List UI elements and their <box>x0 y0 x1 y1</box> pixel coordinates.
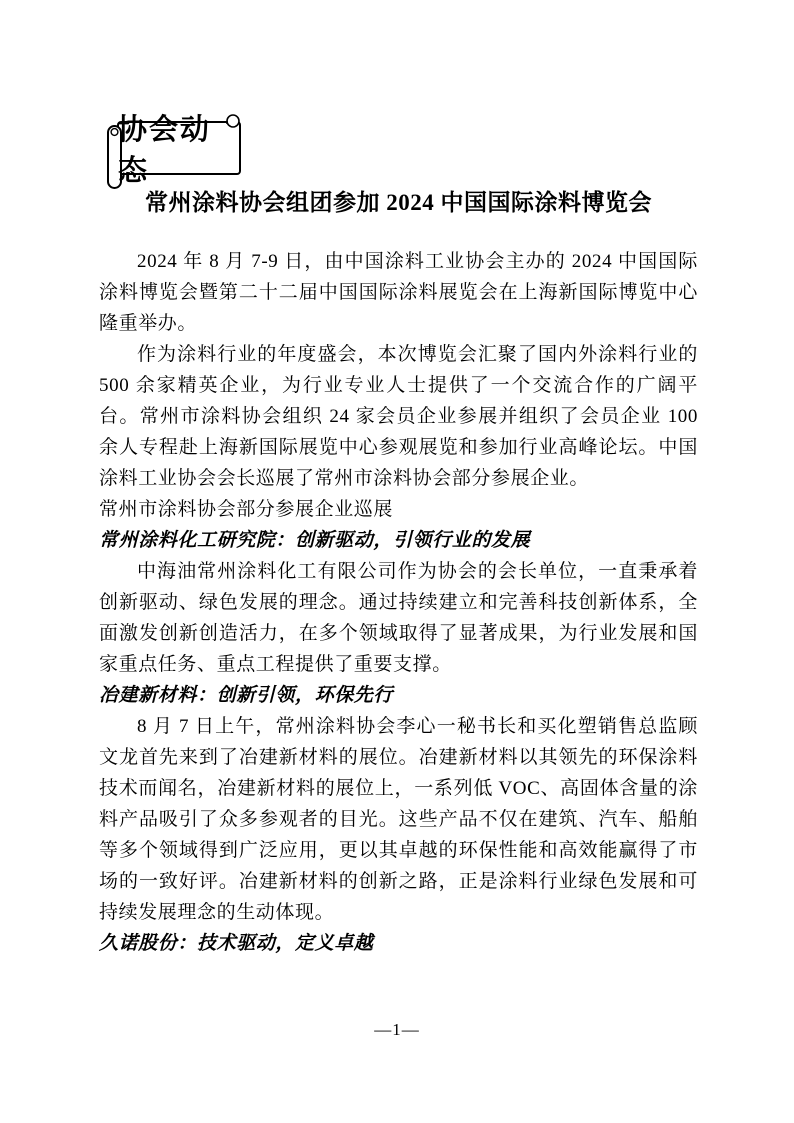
body-paragraph-3: 中海油常州涂料化工有限公司作为协会的会长单位，一直秉承着创新驱动、绿色发展的理念。通过持续建立和完善科技创新体系，全面激发创新创造活力，在多个领域取得了显著成果，为行业发展和国家重点任务、重点工程提供了重要支撑。 <box>99 561 698 675</box>
article-title: 常州涂料协会组团参加 2024 中国国际涂料博览会 <box>145 190 652 215</box>
body-line-tour: 常州市涂料协会部分参展企业巡展 <box>99 499 394 520</box>
subheading-changzhou-coatings-institute: 常州涂料化工研究院：创新驱动，引领行业的发展 <box>99 530 531 551</box>
section-banner <box>104 110 246 192</box>
body-paragraph-2: 作为涂料行业的年度盛会，本次博览会汇聚了国内外涂料行业的 500 余家精英企业，为行业专业人士提供了一个交流合作的广阔平台。常州市涂料协会组织 24 家会员企业参展并组织了会员企业 100 余人专程赴上海新国际展览中心参观展览和参加行业高峰论坛。中国涂料工业协会会长巡展了常州市涂料协会部分参展企业。 <box>99 344 698 489</box>
body-paragraph-4: 8 月 7 日上午，常州涂料协会李心一秘书长和买化塑销售总监顾文龙首先来到了冶建新材料的展位。冶建新材料以其领先的环保涂料技术而闻名，冶建新材料的展位上，一系列低 VOC、高固体含量的涂料产品吸引了众多参观者的目光。这些产品不仅在建筑、汽车、船舶等多个领域得到广泛应用，更以其卓越的环保性能和高效能赢得了市场的一致好评。冶建新材料的创新之路，正是涂料行业绿色发展和可持续发展理念的生动体现。 <box>99 716 698 923</box>
banner-label: 协会动态 <box>118 114 212 187</box>
article-content <box>99 186 698 959</box>
page-number: —1— <box>374 1020 420 1039</box>
subheading-jiunuo-co: 久诺股份：技术驱动，定义卓越 <box>99 933 374 954</box>
body-paragraph-1: 2024 年 8 月 7-9 日，由中国涂料工业协会主办的 2024 中国国际涂料博览会暨第二十二届中国国际涂料展览会在上海新国际博览中心隆重举办。 <box>99 251 698 334</box>
subheading-yejian-new-materials: 冶建新材料：创新引领，环保先行 <box>99 685 394 706</box>
